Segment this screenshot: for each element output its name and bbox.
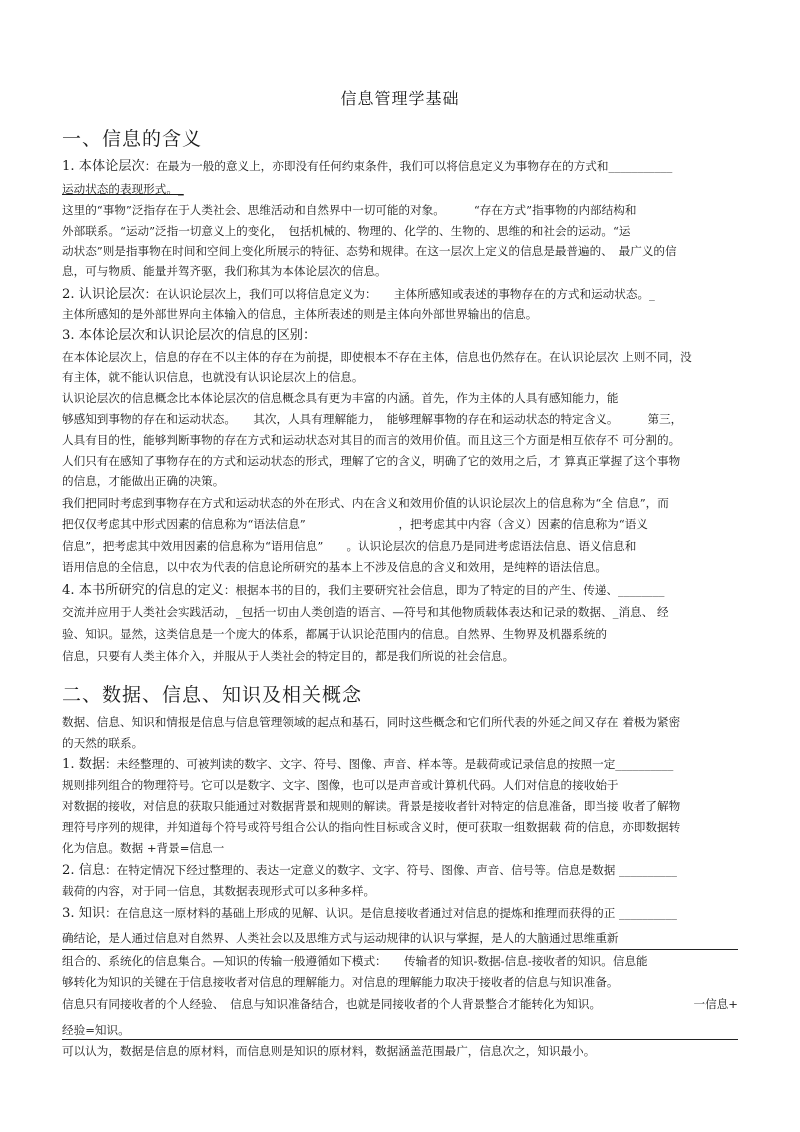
- para3-line-7: 的信息，才能做出正确的决策。: [62, 474, 225, 488]
- divider-rule: [62, 1039, 738, 1040]
- data-line-4: 理符号序列的规律，并知道每个符号或符号组合公认的指向性目标或含义时，便可获取一组数据载 荷的信息，亦即数据转: [62, 820, 681, 834]
- data-line-2: 规则排列组合的物理符号。它可以是数字、文字、图像，也可以是声音或计算机代码。人们对信息的接收始于: [62, 778, 619, 792]
- know-line-1: 3. 知识：在信息这一原材料的基础上形成的见解、认识。是信息接收者通过对信息的提炼和推理而获得的正 __________: [62, 906, 677, 921]
- para3-line-11: 语用信息的全信息，以中农为代表的信息论所研究的基本上不涉及信息的含义和效用，是纯粹的语法信息。: [62, 560, 607, 574]
- data-line-5: 化为信息。数据 +背景=信息一: [62, 841, 225, 855]
- para3-line-8: 我们把同时考虑到事物存在方式和运动状态的外在形式、内在含义和效用价值的认识论层次上的信息称为“全 信息”，而: [62, 496, 669, 510]
- para3-line-6: 人们只有在感知了事物存在的方式和运动状态的形式，理解了它的含义，明确了它的效用之后，才 算真正掌握了这个事物: [62, 454, 681, 468]
- intro-line-2: 的天然的联系。: [62, 736, 144, 750]
- section-heading-1: 一、信息的含义: [62, 128, 203, 150]
- page-title: 信息管理学基础: [340, 89, 460, 108]
- para4-lead: 4. 本书所研究的信息的定义: [62, 583, 224, 598]
- info-line-1: 2. 信息：在特定情况下经过整理的、表达一定意义的数字、文字、符号、图像、声音、信号等。信息是数据 __________: [62, 863, 677, 878]
- know-line-3: 组合的、系统化的信息集合。—知识的传输一般遵循如下模式： 传输者的知识-数据-信息-接收者的知识。信息能: [62, 954, 648, 968]
- para3-line-9: 把仅仅考虑其中形式因素的信息称为“语法信息” ，把考虑其中内容（含义）因素的信息称为“语义: [62, 517, 648, 531]
- para3-line-3: 认识论层次的信息概念比本体论层次的信息概念具有更为丰富的内涵。首先，作为主体的人具有感知能力，能: [62, 391, 619, 405]
- para2-line-1: 2. 认识论层次：在认识论层次上，我们可以将信息定义为： 主体所感知或表述的事物存在的方式和运动状态。_: [62, 287, 655, 302]
- para4-line-3: 验、知识。显然，这类信息是一个庞大的体系，都属于认识论范围内的信息。自然界、生物界及机器系统的: [62, 627, 607, 641]
- para4-line-1: 4. 本书所研究的信息的定义：根据本书的目的，我们主要研究社会信息，即为了特定的目的产生、传递、________: [62, 583, 665, 598]
- divider-rule: [62, 949, 738, 950]
- para3-line-1: 在本体论层次上，信息的存在不以主体的存在为前提，即使根本不存在主体，信息也仍然存在。在认识论层次 上则不同，没: [62, 350, 692, 364]
- know-line-4: 够转化为知识的关键在于信息接收者对信息的理解能力。对信息的理解能力取决于接收者的信息与知识准备。: [62, 975, 619, 989]
- know-lead: 3. 知识: [62, 906, 106, 921]
- know-line-5: 信息只有同接收者的个人经验、 信息与知识准备结合，也就是同接收者的个人背景整合才能转化为知识。 一信息+: [62, 997, 738, 1011]
- para3-line-4: 够感知到事物的存在和运动状态。 其次，人具有理解能力， 能够理解事物的存在和运动状态的特定含义。 第三，: [62, 412, 683, 426]
- intro-line-1: 数据、信息、知识和情报是信息与信息管理领域的起点和基石，同时这些概念和它们所代表的外延之间又存在 着极为紧密: [62, 715, 681, 729]
- know-line-7: 可以认为，数据是信息的原材料，而信息则是知识的原材料，数据涵盖范围最广，信息次之，知识最小。: [62, 1044, 596, 1058]
- para2-lead: 2. 认识论层次: [62, 287, 145, 302]
- para3-line-10: 信息”，把考虑其中效用因素的信息称为“语用信息” 。认识论层次的信息乃是同进考虑语法信息、语义信息和: [62, 539, 637, 553]
- para3-line-5: 人具有目的性，能够判断事物的存在方式和运动状态对其目的而言的效用价值。而且这三个方面是相互依存不 可分割的。: [62, 433, 681, 447]
- para1-line-3: 这里的“事物”泛指存在于人类社会、思维活动和自然界中一切可能的对象。 “存在方式”指事物的内部结构和: [62, 203, 637, 217]
- para1-line-1: 1. 本体论层次：在最为一般的意义上，亦即没有任何约束条件，我们可以将信息定义为事物存在的方式和___________: [62, 159, 673, 174]
- section-heading-2: 二、数据、信息、知识及相关概念: [62, 684, 363, 706]
- para3-lead: 3. 本体论层次和认识论层次的信息的区别：: [62, 328, 317, 343]
- para1-line-4: 外部联系。“运动”泛指一切意义上的变化， 包括机械的、物理的、化学的、生物的、思维的和社会的运动。“运: [62, 224, 631, 238]
- para1-line-5: 动状态”则是指事物在时间和空间上变化所展示的特征、态势和规律。在这一层次上定义的信息是最普遍的、 最广义的信: [62, 244, 677, 258]
- para1-lead: 1. 本体论层次: [62, 159, 145, 174]
- para3-line-2: 有主体，就不能认识信息，也就没有认识论层次上的信息。: [62, 370, 364, 384]
- know-line-6: 经验=知识。: [62, 1023, 130, 1037]
- para4-line-2: 交流并应用于人类社会实践活动，_包括一切由人类创造的语言、—符号和其他物质载体表达和记录的数据、_消息、 经: [62, 605, 669, 619]
- know-line-2: 确结论，是人通过信息对自然界、人类社会以及思维方式与运动规律的认识与掌握，是人的大脑通过思维重新: [62, 931, 619, 945]
- data-line-1: 1. 数据：未经整理的、可被判读的数字、文字、符号、图像、声音、样本等。是载荷或记录信息的按照一定__________: [62, 757, 674, 772]
- info-line-2: 载荷的内容，对于同一信息，其数据表现形式可以多种多样。: [62, 884, 376, 898]
- para2-line-2: 主体所感知的是外部世界向主体输入的信息，主体所表述的则是主体向外部世界输出的信息。: [62, 307, 538, 321]
- para1-line-6: 息，可与物质、能量并驾齐驱，我们称其为本体论层次的信息。: [62, 264, 387, 278]
- para1-line-2: 运动状态的表现形式。_: [62, 182, 184, 196]
- info-lead: 2. 信息: [62, 863, 106, 878]
- data-lead: 1. 数据: [62, 757, 106, 772]
- para4-line-4: 信息，只要有人类主体介入，并服从于人类社会的特定目的，都是我们所说的社会信息。: [62, 649, 515, 663]
- data-line-3: 对数据的接收，对信息的获取只能通过对数据背景和规则的解读。背景是接收者针对特定的信息准备，即当接 收者了解物: [62, 799, 681, 813]
